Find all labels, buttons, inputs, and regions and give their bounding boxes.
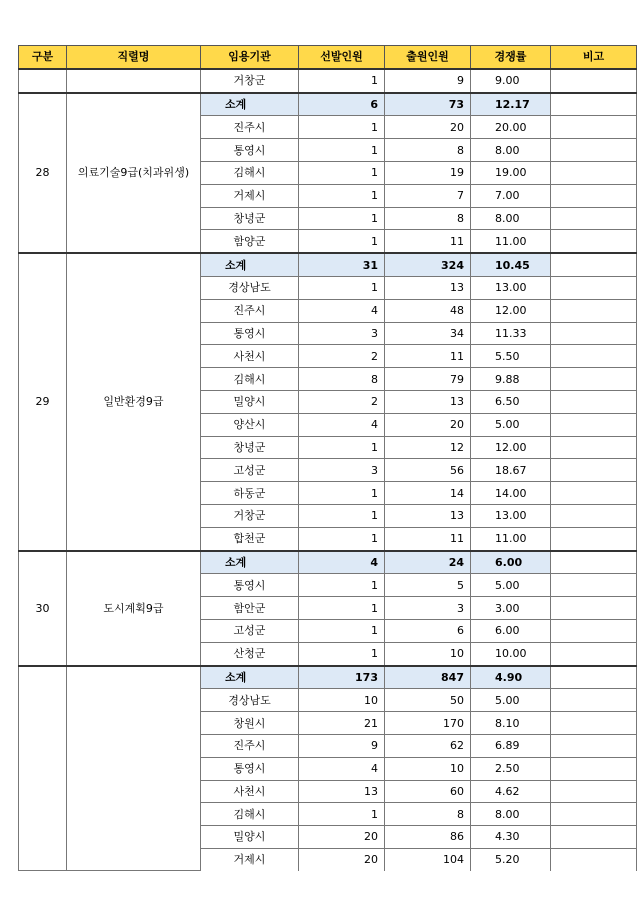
remarks-cell — [551, 757, 637, 780]
applicants-cell: 20 — [385, 116, 471, 139]
selected-cell: 1 — [299, 276, 385, 299]
agency-cell: 창녕군 — [201, 436, 299, 459]
remarks-cell — [551, 482, 637, 505]
applicants-cell: 48 — [385, 299, 471, 322]
remarks-cell — [551, 413, 637, 436]
agency-cell: 거창군 — [201, 69, 299, 93]
ratio-cell: 12.17 — [471, 93, 551, 116]
remarks-cell — [551, 803, 637, 826]
applicants-cell: 847 — [385, 666, 471, 689]
agency-cell: 거창군 — [201, 504, 299, 527]
agency-cell: 창원시 — [201, 712, 299, 735]
ratio-cell: 12.00 — [471, 436, 551, 459]
remarks-cell — [551, 826, 637, 849]
header-applicants: 출원인원 — [385, 46, 471, 69]
header-selected: 선발인원 — [299, 46, 385, 69]
ratio-cell: 12.00 — [471, 299, 551, 322]
selected-cell: 3 — [299, 459, 385, 482]
remarks-cell — [551, 619, 637, 642]
selected-cell: 6 — [299, 93, 385, 116]
applicants-cell: 8 — [385, 207, 471, 230]
agency-cell: 통영시 — [201, 139, 299, 162]
ratio-cell: 6.00 — [471, 551, 551, 574]
applicants-cell: 324 — [385, 253, 471, 276]
remarks-cell — [551, 574, 637, 597]
subtotal-row — [19, 551, 637, 574]
table-header — [19, 46, 637, 69]
ratio-cell: 4.62 — [471, 780, 551, 803]
remarks-cell — [551, 299, 637, 322]
ratio-cell: 13.00 — [471, 504, 551, 527]
selected-cell: 2 — [299, 345, 385, 368]
applicants-cell: 56 — [385, 459, 471, 482]
agency-cell: 소계 — [201, 253, 299, 276]
ratio-cell: 7.00 — [471, 184, 551, 207]
agency-cell: 거제시 — [201, 848, 299, 870]
agency-cell: 소계 — [201, 666, 299, 689]
selected-cell: 20 — [299, 848, 385, 870]
applicants-cell: 3 — [385, 597, 471, 620]
remarks-cell — [551, 368, 637, 391]
ratio-cell: 4.90 — [471, 666, 551, 689]
remarks-cell — [551, 322, 637, 345]
header-row — [19, 46, 637, 69]
remarks-cell — [551, 734, 637, 757]
selected-cell: 1 — [299, 116, 385, 139]
remarks-cell — [551, 712, 637, 735]
ratio-cell: 6.00 — [471, 619, 551, 642]
selected-cell: 21 — [299, 712, 385, 735]
selected-cell: 1 — [299, 184, 385, 207]
agency-cell: 김해시 — [201, 368, 299, 391]
selected-cell: 1 — [299, 642, 385, 665]
ratio-cell: 11.33 — [471, 322, 551, 345]
selected-cell: 1 — [299, 803, 385, 826]
applicants-cell: 12 — [385, 436, 471, 459]
ratio-cell: 3.00 — [471, 597, 551, 620]
applicants-cell: 10 — [385, 642, 471, 665]
selected-cell: 1 — [299, 69, 385, 93]
selected-cell: 173 — [299, 666, 385, 689]
agency-cell: 함안군 — [201, 597, 299, 620]
table-group — [19, 93, 637, 254]
group-number: 29 — [19, 253, 67, 550]
agency-cell: 밀양시 — [201, 390, 299, 413]
selected-cell: 4 — [299, 551, 385, 574]
applicants-cell: 20 — [385, 413, 471, 436]
ratio-cell: 5.50 — [471, 345, 551, 368]
agency-cell: 하동군 — [201, 482, 299, 505]
subtotal-row — [19, 666, 637, 689]
selected-cell: 1 — [299, 161, 385, 184]
selected-cell: 1 — [299, 482, 385, 505]
remarks-cell — [551, 345, 637, 368]
agency-cell: 거제시 — [201, 184, 299, 207]
remarks-cell — [551, 207, 637, 230]
agency-cell: 합천군 — [201, 527, 299, 550]
agency-cell: 김해시 — [201, 803, 299, 826]
ratio-cell: 10.45 — [471, 253, 551, 276]
applicants-cell: 13 — [385, 276, 471, 299]
table-group — [19, 69, 637, 93]
applicants-cell: 8 — [385, 139, 471, 162]
remarks-cell — [551, 276, 637, 299]
header-job-title: 직렬명 — [67, 46, 201, 69]
ratio-cell: 9.00 — [471, 69, 551, 93]
applicants-cell: 62 — [385, 734, 471, 757]
agency-cell: 창녕군 — [201, 207, 299, 230]
selected-cell: 4 — [299, 757, 385, 780]
header-agency: 임용기관 — [201, 46, 299, 69]
applicants-cell: 60 — [385, 780, 471, 803]
remarks-cell — [551, 69, 637, 93]
selected-cell: 13 — [299, 780, 385, 803]
job-title: 도시계획9급 — [67, 551, 201, 666]
table-group — [19, 551, 637, 666]
selected-cell: 3 — [299, 322, 385, 345]
agency-cell: 통영시 — [201, 757, 299, 780]
group-number — [19, 69, 67, 93]
group-number — [19, 666, 67, 871]
applicants-cell: 5 — [385, 574, 471, 597]
applicants-cell: 34 — [385, 322, 471, 345]
remarks-cell — [551, 689, 637, 712]
applicants-cell: 19 — [385, 161, 471, 184]
agency-cell: 사천시 — [201, 345, 299, 368]
applicants-cell: 170 — [385, 712, 471, 735]
applicants-cell: 13 — [385, 390, 471, 413]
remarks-cell — [551, 436, 637, 459]
selected-cell: 4 — [299, 413, 385, 436]
remarks-cell — [551, 504, 637, 527]
remarks-cell — [551, 597, 637, 620]
remarks-cell — [551, 253, 637, 276]
ratio-cell: 20.00 — [471, 116, 551, 139]
applicants-cell: 10 — [385, 757, 471, 780]
remarks-cell — [551, 184, 637, 207]
selected-cell: 31 — [299, 253, 385, 276]
applicants-cell: 6 — [385, 619, 471, 642]
header-competition: 경쟁률 — [471, 46, 551, 69]
remarks-cell — [551, 551, 637, 574]
ratio-cell: 8.10 — [471, 712, 551, 735]
selected-cell: 8 — [299, 368, 385, 391]
agency-cell: 통영시 — [201, 574, 299, 597]
applicants-cell: 79 — [385, 368, 471, 391]
agency-cell: 함양군 — [201, 230, 299, 253]
remarks-cell — [551, 93, 637, 116]
agency-cell: 양산시 — [201, 413, 299, 436]
ratio-cell: 10.00 — [471, 642, 551, 665]
ratio-cell: 6.50 — [471, 390, 551, 413]
recruitment-results-table — [18, 45, 637, 871]
applicants-cell: 11 — [385, 230, 471, 253]
selected-cell: 4 — [299, 299, 385, 322]
table-group — [19, 253, 637, 550]
agency-cell: 고성군 — [201, 459, 299, 482]
applicants-cell: 14 — [385, 482, 471, 505]
ratio-cell: 6.89 — [471, 734, 551, 757]
ratio-cell: 18.67 — [471, 459, 551, 482]
selected-cell: 1 — [299, 597, 385, 620]
selected-cell: 1 — [299, 207, 385, 230]
remarks-cell — [551, 527, 637, 550]
subtotal-row — [19, 253, 637, 276]
agency-cell: 김해시 — [201, 161, 299, 184]
agency-cell: 경상남도 — [201, 689, 299, 712]
applicants-cell: 7 — [385, 184, 471, 207]
agency-cell: 진주시 — [201, 116, 299, 139]
ratio-cell: 2.50 — [471, 757, 551, 780]
header-remarks: 비고 — [551, 46, 637, 69]
applicants-cell: 24 — [385, 551, 471, 574]
ratio-cell: 14.00 — [471, 482, 551, 505]
ratio-cell: 8.00 — [471, 207, 551, 230]
group-number: 28 — [19, 93, 67, 254]
ratio-cell: 19.00 — [471, 161, 551, 184]
job-title: 일반환경9급 — [67, 253, 201, 550]
applicants-cell: 9 — [385, 69, 471, 93]
remarks-cell — [551, 459, 637, 482]
selected-cell: 1 — [299, 436, 385, 459]
remarks-cell — [551, 848, 637, 870]
ratio-cell: 5.00 — [471, 574, 551, 597]
applicants-cell: 104 — [385, 848, 471, 870]
applicants-cell: 8 — [385, 803, 471, 826]
agency-cell: 진주시 — [201, 734, 299, 757]
remarks-cell — [551, 642, 637, 665]
selected-cell: 1 — [299, 527, 385, 550]
agency-cell: 통영시 — [201, 322, 299, 345]
agency-cell: 진주시 — [201, 299, 299, 322]
remarks-cell — [551, 780, 637, 803]
agency-cell: 사천시 — [201, 780, 299, 803]
ratio-cell: 5.00 — [471, 413, 551, 436]
ratio-cell: 13.00 — [471, 276, 551, 299]
selected-cell: 2 — [299, 390, 385, 413]
applicants-cell: 11 — [385, 527, 471, 550]
selected-cell: 20 — [299, 826, 385, 849]
remarks-cell — [551, 139, 637, 162]
applicants-cell: 73 — [385, 93, 471, 116]
ratio-cell: 9.88 — [471, 368, 551, 391]
ratio-cell: 11.00 — [471, 527, 551, 550]
agency-cell: 고성군 — [201, 619, 299, 642]
header-category: 구분 — [19, 46, 67, 69]
table-group — [19, 666, 637, 871]
remarks-cell — [551, 230, 637, 253]
remarks-cell — [551, 116, 637, 139]
remarks-cell — [551, 161, 637, 184]
ratio-cell: 5.00 — [471, 689, 551, 712]
selected-cell: 10 — [299, 689, 385, 712]
selected-cell: 1 — [299, 230, 385, 253]
ratio-cell: 4.30 — [471, 826, 551, 849]
selected-cell: 1 — [299, 504, 385, 527]
agency-cell: 산청군 — [201, 642, 299, 665]
applicants-cell: 50 — [385, 689, 471, 712]
job-title — [67, 666, 201, 871]
remarks-cell — [551, 666, 637, 689]
agency-cell: 경상남도 — [201, 276, 299, 299]
ratio-cell: 8.00 — [471, 139, 551, 162]
selected-cell: 1 — [299, 619, 385, 642]
group-number: 30 — [19, 551, 67, 666]
applicants-cell: 13 — [385, 504, 471, 527]
ratio-cell: 11.00 — [471, 230, 551, 253]
agency-cell: 소계 — [201, 551, 299, 574]
job-title: 의료기술9급(치과위생) — [67, 93, 201, 254]
applicants-cell: 86 — [385, 826, 471, 849]
applicants-cell: 11 — [385, 345, 471, 368]
subtotal-row — [19, 93, 637, 116]
selected-cell: 1 — [299, 139, 385, 162]
agency-cell: 밀양시 — [201, 826, 299, 849]
job-title — [67, 69, 201, 93]
remarks-cell — [551, 390, 637, 413]
selected-cell: 9 — [299, 734, 385, 757]
agency-cell: 소계 — [201, 93, 299, 116]
table-row — [19, 69, 637, 93]
ratio-cell: 5.20 — [471, 848, 551, 870]
selected-cell: 1 — [299, 574, 385, 597]
ratio-cell: 8.00 — [471, 803, 551, 826]
